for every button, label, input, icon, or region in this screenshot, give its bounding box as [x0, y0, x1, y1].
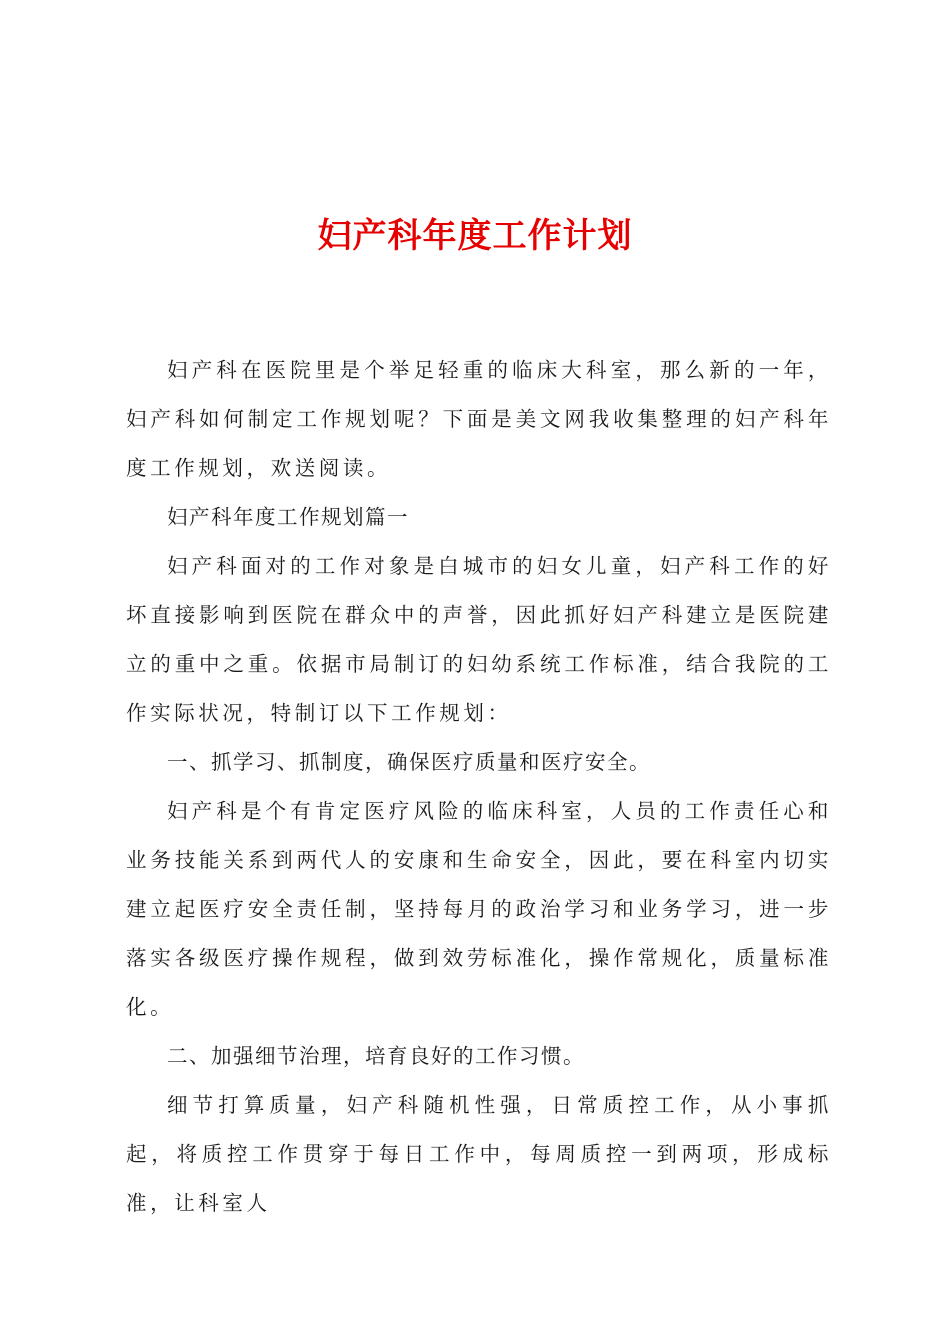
- overview-paragraph: 妇产科面对的工作对象是白城市的妇女儿童，妇产科工作的好坏直接影响到医院在群众中的声誉，因此抓好妇产科建立是医院建立的重中之重。依据市局制订的妇幼系统工作标准，结合我院的工作实际状况，特制订以下工作规划：: [126, 554, 832, 725]
- section-heading-one: 一、抓学习、抓制度，确保医疗质量和医疗安全。: [167, 750, 651, 774]
- section-one-paragraph: 妇产科是个有肯定医疗风险的临床科室，人员的工作责任心和业务技能关系到两代人的安康和生命安全，因此，要在科室内切实建立起医疗安全责任制，坚持每月的政治学习和业务学习，进一步落实各级医疗操作规程，做到效劳标准化，操作常规化，质量标准化。: [126, 799, 832, 1019]
- document-body: [126, 346, 832, 1228]
- document-title: 妇产科年度工作计划: [317, 216, 633, 256]
- intro-paragraph: 妇产科在医院里是个举足轻重的临床大科室，那么新的一年，妇产科如何制定工作规划呢？下面是美文网我收集整理的妇产科年度工作规划，欢送阅读。: [126, 358, 832, 480]
- section-heading-part-one: 妇产科年度工作规划篇一: [167, 505, 409, 529]
- section-two-paragraph: 细节打算质量，妇产科随机性强，日常质控工作，从小事抓起，将质控工作贯穿于每日工作中，每周质控一到两项，形成标准，让科室人: [126, 1093, 832, 1215]
- section-heading-two: 二、加强细节治理，培育良好的工作习惯。: [167, 1044, 585, 1068]
